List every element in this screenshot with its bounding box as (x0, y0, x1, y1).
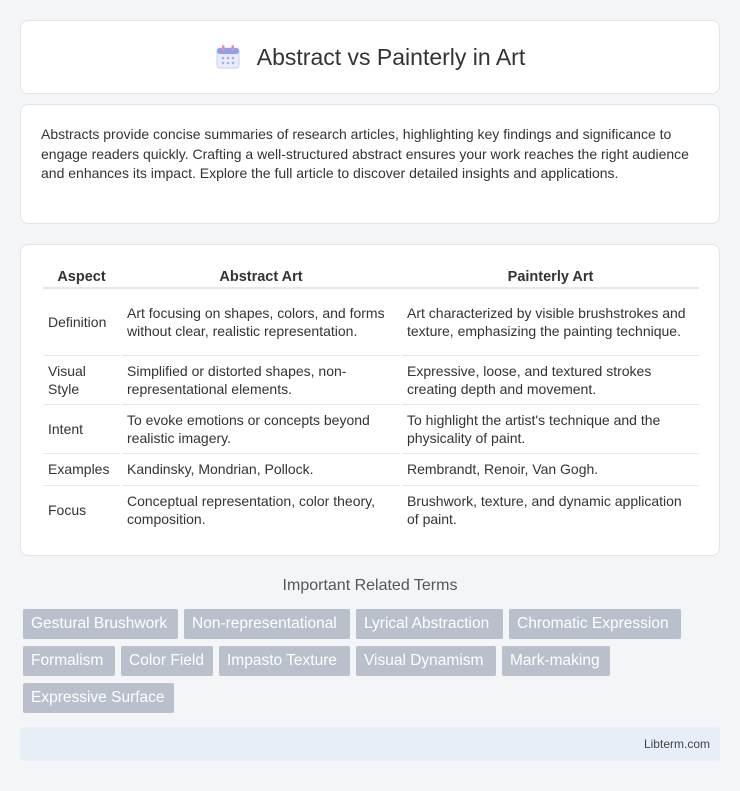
row-aspect: Focus (48, 501, 87, 518)
term-tag[interactable]: Lyrical Abstraction (356, 609, 503, 639)
row-aspect: Examples (43, 453, 121, 485)
header-card (20, 20, 720, 94)
term-tag[interactable]: Non-representational (184, 609, 350, 639)
term-tag[interactable]: Gestural Brushwork (23, 609, 178, 639)
header-painterly-art: Painterly Art (401, 265, 699, 288)
term-tag[interactable]: Formalism (23, 646, 115, 676)
footer (20, 727, 720, 761)
table-row (43, 485, 699, 534)
table-header-row (43, 265, 699, 288)
intro-text: Abstracts provide concise summaries of research articles, highlighting key findings and significance to engage readers quickly. Crafting a well-structured abstract ensures your work reaches the right audience and enhances its impact. Explore the full article to discover detailed insights and applications. (41, 126, 689, 181)
table-row (43, 288, 699, 355)
row-abstract: Art focusing on shapes, colors, and forms without clear, realistic representation. (121, 288, 401, 355)
row-painterly: Expressive, loose, and textured strokes creating depth and movement. (401, 355, 699, 404)
header-aspect: Aspect (43, 265, 121, 288)
row-aspect: Definition (43, 288, 121, 355)
row-abstract: To evoke emotions or concepts beyond realistic imagery. (121, 404, 401, 453)
row-aspect: Intent (43, 404, 121, 453)
row-abstract: Conceptual representation, color theory, composition. (121, 485, 401, 534)
row-painterly: To highlight the artist's technique and the physicality of paint. (401, 404, 699, 453)
header-abstract-art: Abstract Art (121, 265, 401, 288)
row-painterly: Art characterized by visible brushstrokes and texture, emphasizing the painting technique. (401, 288, 699, 355)
row-abstract: Simplified or distorted shapes, non-representational elements. (121, 355, 401, 404)
intro-card (20, 104, 720, 224)
row-painterly: Rembrandt, Renoir, Van Gogh. (401, 453, 699, 485)
row-painterly: Brushwork, texture, and dynamic application of paint. (401, 485, 699, 534)
table-row (43, 355, 699, 404)
term-tag[interactable]: Color Field (121, 646, 213, 676)
table-card (20, 244, 720, 556)
calendar-icon (215, 44, 241, 70)
table-row (43, 453, 699, 485)
comparison-table (43, 265, 699, 534)
footer-site-link[interactable]: Libterm.com (643, 737, 710, 751)
term-tag[interactable]: Expressive Surface (23, 683, 174, 713)
term-tag[interactable]: Chromatic Expression (509, 609, 681, 639)
term-tag[interactable]: Impasto Texture (219, 646, 350, 676)
title-wrap (215, 44, 525, 71)
page-title: Abstract vs Painterly in Art (256, 43, 526, 70)
term-tag[interactable]: Visual Dynamism (356, 646, 496, 676)
related-terms-title: Important Related Terms (282, 577, 458, 594)
term-tag[interactable]: Mark-making (502, 646, 610, 676)
table-row (43, 404, 699, 453)
row-abstract: Kandinsky, Mondrian, Pollock. (121, 453, 401, 485)
row-aspect: Visual Style (43, 355, 121, 404)
